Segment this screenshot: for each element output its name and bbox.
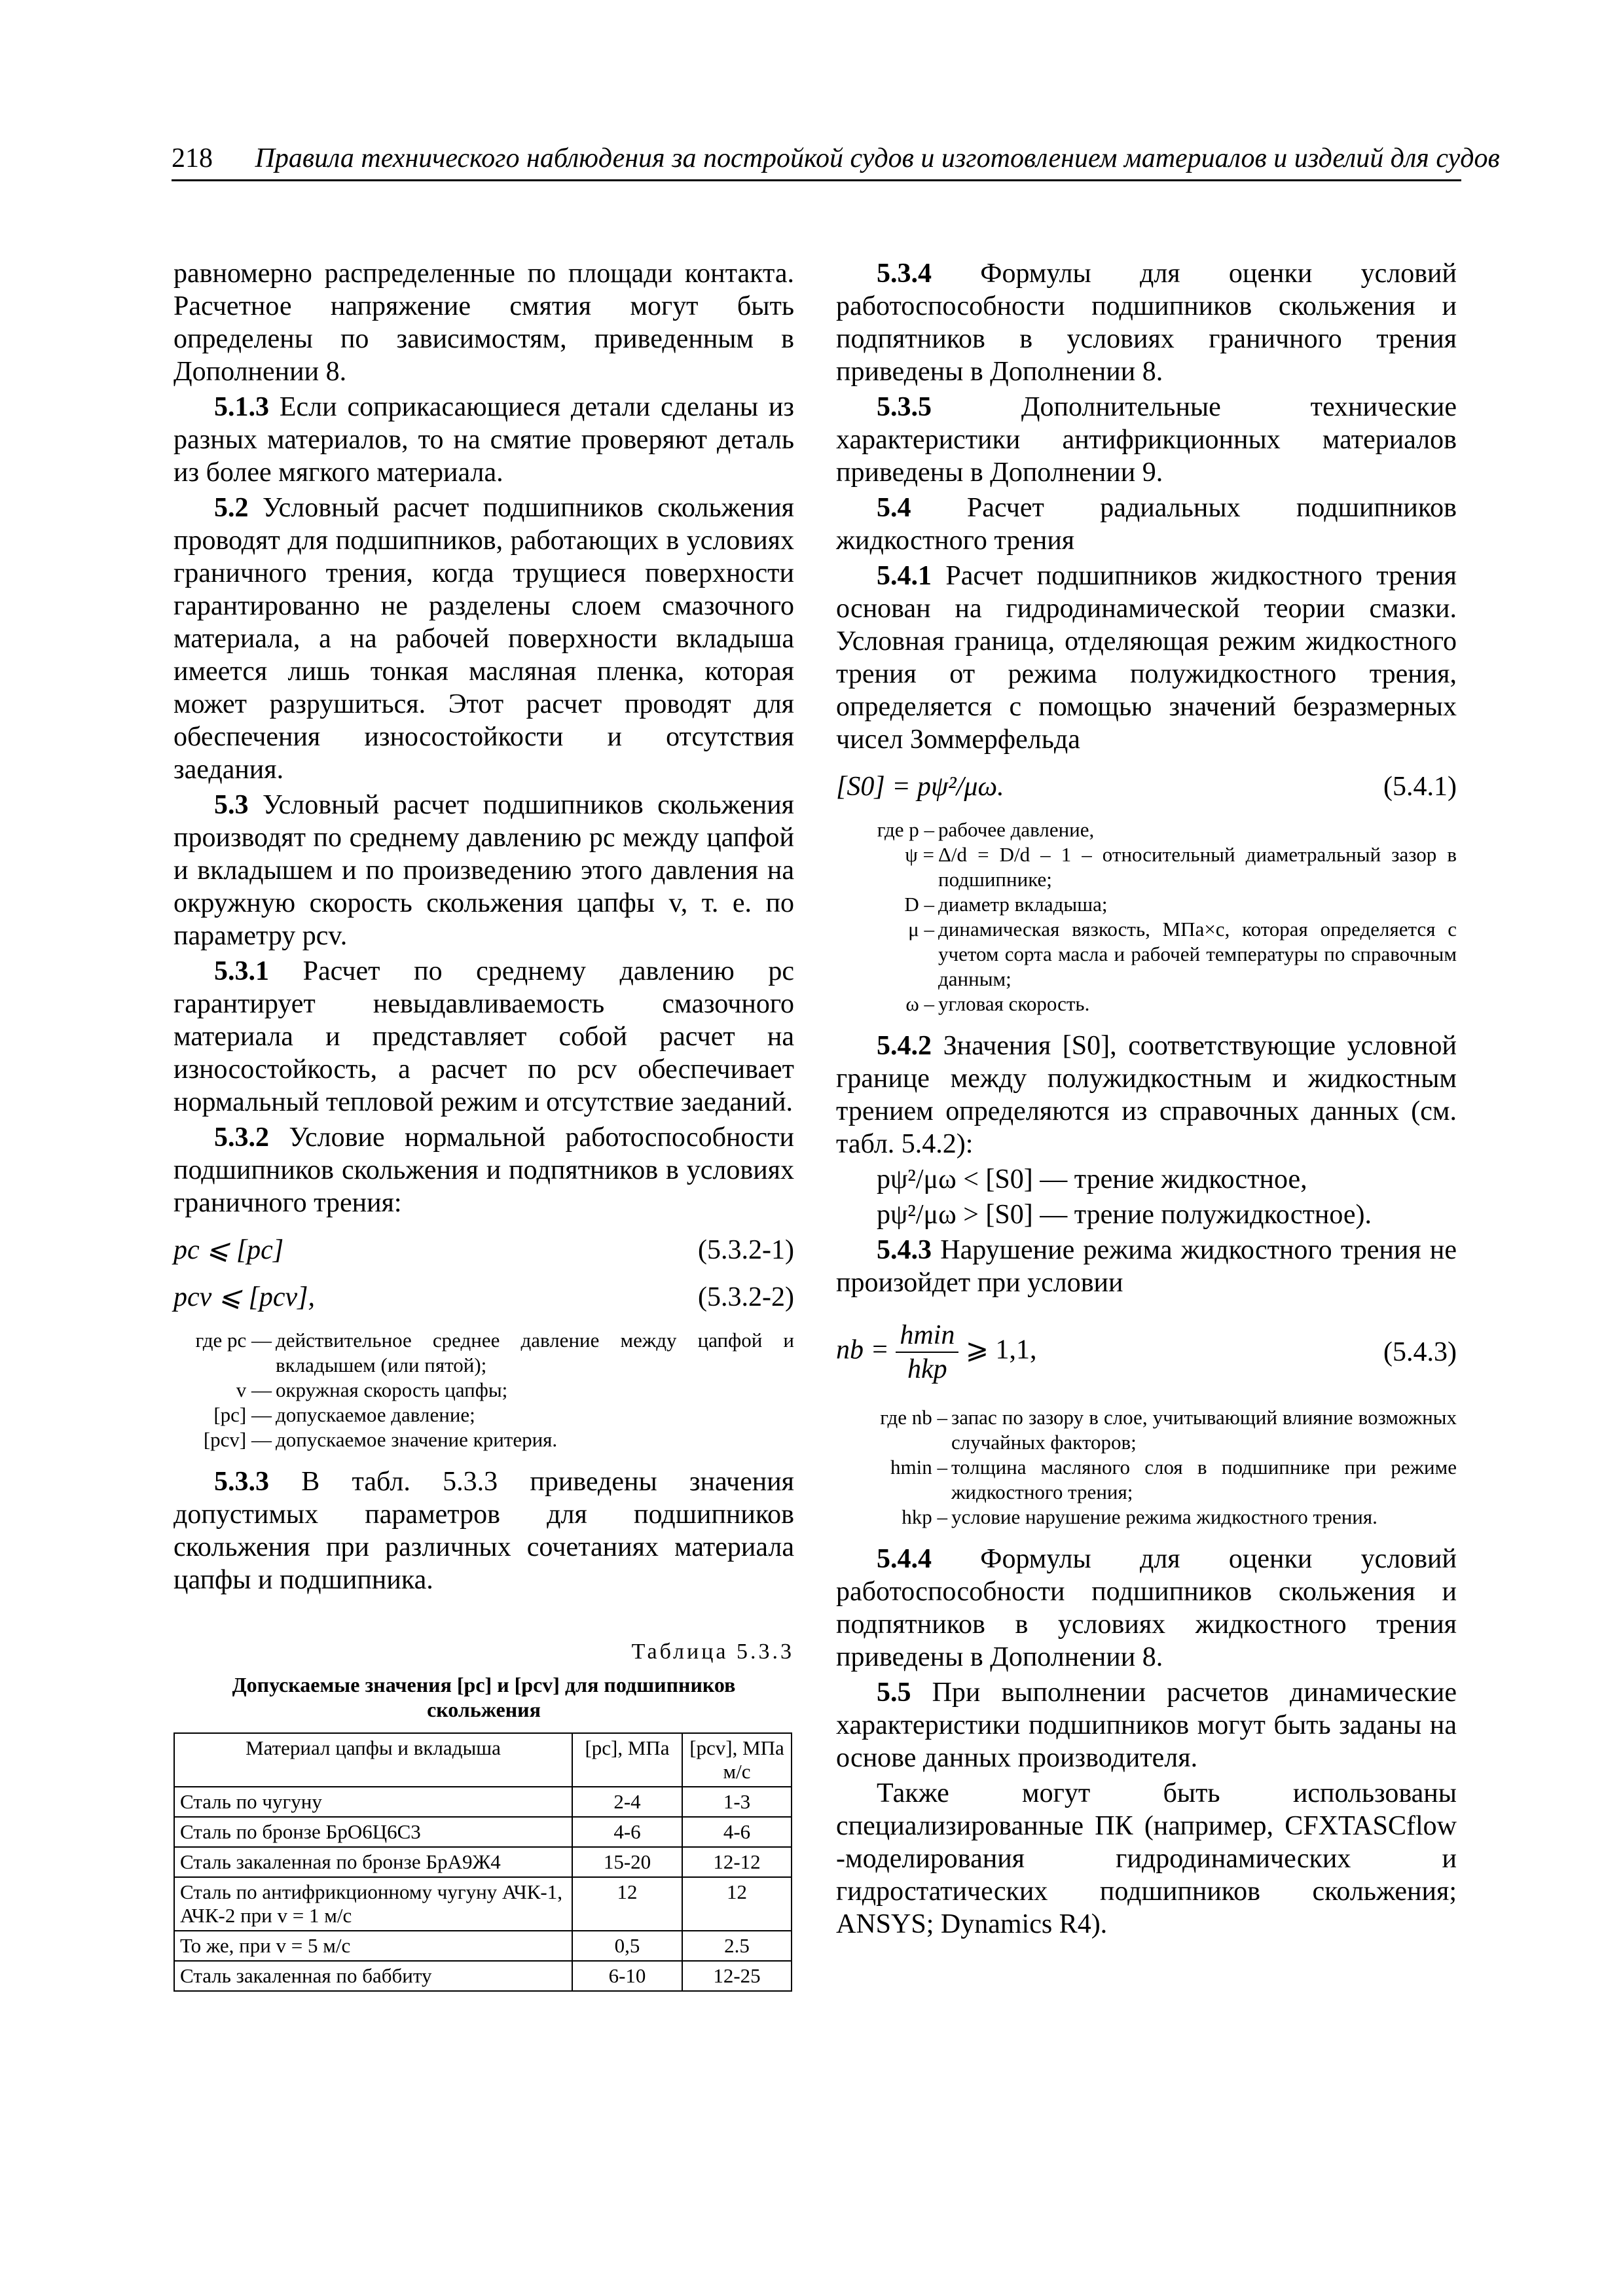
paragraph-5-4-1: 5.4.1 Расчет подшипников жидкостного трения основан на гидродинамической теории смазки. Условная граница, отделяющая режим жидкостного трения от режима полужидкостного трения, определяется с помощью значений безразмерных чисел Зоммерфельда: [836, 561, 1457, 755]
table-caption: Таблица 5.3.3: [631, 1640, 794, 1664]
allowable-values-table: [173, 1732, 792, 1992]
table-row: Сталь закаленная по бронзе БрА9Ж4 15-20 12-12: [174, 1847, 792, 1877]
paragraph-5-2: 5.2 Условный расчет подшипников скольжения проводят для подшипников, работающих в условиях граничного трения, когда трущиеся поверхности гарантированно не разделены слоем смазочного материала, а на рабочей поверхности вкладыша имеется лишь тонкая масляная пленка, которая может разрушиться. Этот расчет проводят для обеспечения износостойкости и отсутствия заедания.: [173, 493, 794, 785]
table-row: Сталь по чугуну 2-4 1-3: [174, 1787, 792, 1817]
definition-item: hkp – условие нарушение режима жидкостного трения.: [902, 1505, 1377, 1528]
paragraph: Также могут быть использованы специализированные ПК (например, CFXTASCflow -моделирования гидродинамических и гидростатических подшипников скольжения; ANSYS; Dynamics R4).: [836, 1778, 1457, 1939]
definition-item: [pc] — допускаемое давление;: [213, 1403, 475, 1426]
definition-item: D – диаметр вкладыша;: [904, 893, 1108, 916]
definition-item: μ – динамическая вязкость, МПа×с, которая определяется с учетом сорта масла и рабочей температуры по справочным данным;: [908, 918, 1457, 990]
paragraph-5-3: 5.3 Условный расчет подшипников скольжения производят по среднему давлению pc между цапфой и вкладышем и по произведению этого давления на окружную скорость скольжения цапфы v, т. е. по параметру pcv.: [173, 790, 794, 951]
definition-item: ψ = Δ/d = D/d – 1 – относительный диаметральный зазор в подшипнике;: [905, 843, 1457, 891]
page-header: [172, 143, 1500, 181]
condition-line: pψ²/μω < [S0] — трение жидкостное,: [877, 1164, 1307, 1194]
paragraph-5-5: 5.5 При выполнении расчетов динамические характеристики подшипников могут быть заданы на основе данных производителя.: [836, 1677, 1457, 1773]
table-row: То же, при v = 5 м/с 0,5 2.5: [174, 1931, 792, 1961]
paragraph-5-1-3: 5.1.3 Если соприкасающиеся детали сделаны из разных материалов, то на смятие проверяют деталь из более мягкого материала.: [173, 392, 794, 488]
paragraph-5-3-4: 5.3.4 Формулы для оценки условий работоспособности подшипников скольжения и подпятников в условиях граничного трения приведены в Дополнении 8.: [836, 259, 1457, 387]
paragraph: равномерно распределенные по площади контакта. Расчетное напряжение смятия могут быть определены по зависимостям, приведенным в Дополнении 8.: [173, 259, 794, 387]
paragraph-5-4-3: 5.4.3 Нарушение режима жидкостного трения не произойдет при условии: [836, 1235, 1457, 1298]
paragraph-5-4: 5.4 Расчет радиальных подшипников жидкостного трения: [836, 493, 1457, 556]
definition-item: v — окружная скорость цапфы;: [236, 1378, 508, 1401]
formula-5-3-2-2: pcv ⩽ [pcv], (5.3.2-2): [173, 1282, 794, 1312]
right-column: [836, 257, 1457, 1943]
paragraph-5-4-2: 5.4.2 Значения [S0], соответствующие условной границе между полужидкостным и жидкостным трением определяются из справочных данных (см. табл. 5.4.2):: [836, 1031, 1457, 1159]
paragraph-5-3-5: 5.3.5 Дополнительные технические характеристики антифрикционных материалов приведены в Дополнении 9.: [836, 392, 1457, 488]
running-title: Правила технического наблюдения за постройкой судов и изготовлением материалов и изделий для судов: [255, 143, 1500, 173]
table-header-cell: [pcv], МПа м/с: [682, 1733, 792, 1787]
definition-item: где p – рабочее давление,: [877, 818, 1095, 841]
definition-item: где nb – запас по зазору в слое, учитывающий влияние возможных случайных факторов;: [880, 1406, 1457, 1454]
table-header-cell: [pc], МПа: [572, 1733, 682, 1787]
fraction: $\frac{hmin}{\text{hkp}}$: [896, 1319, 958, 1386]
definitions-list: [836, 817, 1457, 1016]
paragraph-5-3-3: 5.3.3 В табл. 5.3.3 приведены значения допустимых параметров для подшипников скольжения при различных сочетаниях материала цапфы и подшипника.: [173, 1467, 794, 1595]
table-header-row: [174, 1733, 792, 1787]
definitions-list: [173, 1328, 794, 1452]
table-row: Сталь по антифрикционному чугуну АЧК-1, АЧК-2 при v = 1 м/с 12 12: [174, 1877, 792, 1931]
definition-item: ω – угловая скорость.: [905, 992, 1090, 1015]
formula-5-3-2-1: pc ⩽ [pc] (5.3.2-1): [173, 1235, 794, 1265]
page-number: 218: [172, 143, 213, 173]
condition-line: pψ²/μω > [S0] — трение полужидкостное).: [877, 1200, 1372, 1230]
paragraph-5-3-2: 5.3.2 Условие нормальной работоспособности подшипников скольжения и подпятников в условиях граничного трения:: [173, 1122, 794, 1218]
table-row: Сталь по бронзе БрО6Ц6С3 4-6 4-6: [174, 1817, 792, 1847]
definition-item: hmin – толщина масляного слоя в подшипнике при режиме жидкостного трения;: [890, 1456, 1457, 1503]
paragraph-5-3-1: 5.3.1 Расчет по среднему давлению pc гарантирует невыдавливаемость смазочного материала и представляет собой расчет на износостойкость, а расчет по pcv обеспечивает нормальный тепловой режим и отсутствие заеданий.: [173, 956, 794, 1117]
definition-item: [pcv] — допускаемое значение критерия.: [203, 1428, 558, 1451]
table-header-cell: Материал цапфы и вкладыша: [174, 1733, 572, 1787]
definition-item: где pc — действительное среднее давление между цапфой и вкладышем (или пятой);: [195, 1329, 794, 1376]
definitions-list: [836, 1405, 1457, 1530]
left-column: [173, 257, 794, 1992]
formula-5-4-1: [S0] = pψ²/μω. (5.4.1): [836, 772, 1457, 802]
paragraph-5-4-4: 5.4.4 Формулы для оценки условий работоспособности подшипников скольжения и подпятников в условиях жидкостного трения приведены в Дополнении 8.: [836, 1544, 1457, 1672]
table-title: Допускаемые значения [pc] и [pcv] для подшипников скольжения: [232, 1673, 736, 1721]
table-row: Сталь закаленная по баббиту 6-10 12-25: [174, 1961, 792, 1991]
formula-5-4-3: nb = $\frac{hmin}{\text{hkp}}$ ⩾ 1,1, (5.4.3): [836, 1320, 1457, 1384]
